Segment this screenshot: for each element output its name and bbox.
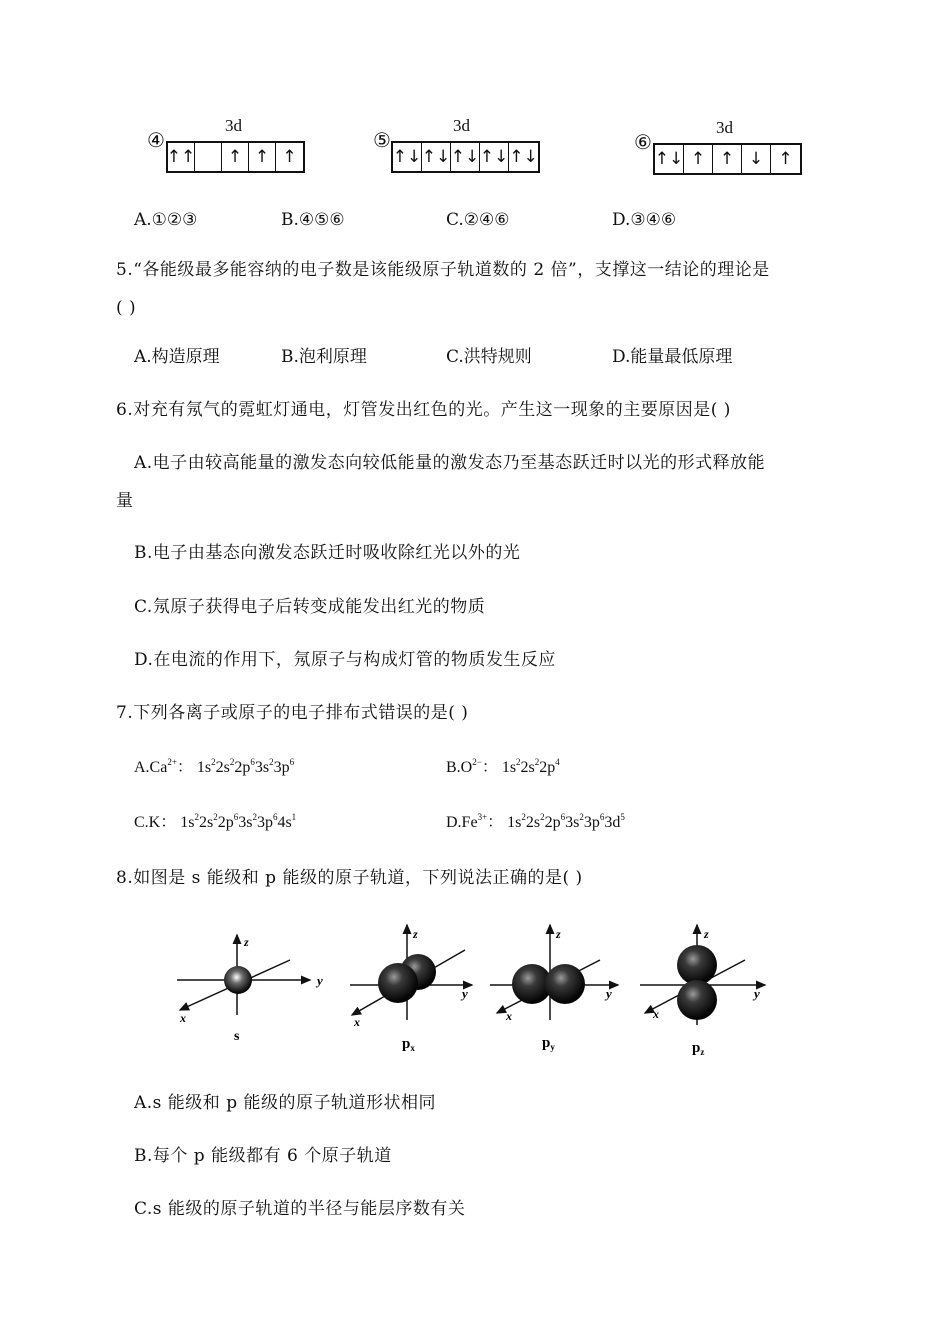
svg-text:y: y xyxy=(606,986,612,1001)
orbital-label-s: s xyxy=(234,1029,240,1044)
label-3d: 3d xyxy=(716,118,733,137)
svg-text:z: z xyxy=(413,927,418,941)
orbital-box: ↑↓ xyxy=(422,143,451,171)
orbital-box: ↑ xyxy=(778,148,793,169)
svg-text:x: x xyxy=(653,1007,659,1021)
label-circled-6: ⑥ xyxy=(634,130,652,154)
q4-option-c: C.②④⑥ xyxy=(446,210,510,230)
orbital-box: ↓ xyxy=(742,145,771,173)
orbital-box: ↑ xyxy=(684,145,713,173)
q4-option-b: B.④⑤⑥ xyxy=(281,210,345,230)
svg-text:y: y xyxy=(754,986,760,1001)
orbital-box: ↑↓ xyxy=(393,143,422,171)
orbital-shapes-figure xyxy=(170,920,780,1065)
q5-option-c: C.洪特规则 xyxy=(446,347,532,367)
q8-stem: 8.如图是 s 能级和 p 能级的原子轨道，下列说法正确的是( ) xyxy=(116,868,583,888)
q6-option-a-line1: A.电子由较高能量的激发态向较低能量的激发态乃至基态跃迁时以光的形式释放能 xyxy=(134,453,766,473)
orbital-box-row xyxy=(391,141,540,173)
orbital-label-px: $p_x$ xyxy=(402,1036,415,1053)
q4-option-d: D.③④⑥ xyxy=(612,210,677,230)
q6-option-c: C.氖原子获得电子后转变成能发出红光的物质 xyxy=(134,597,486,617)
svg-text:z: z xyxy=(244,935,249,949)
orbital-box-row xyxy=(653,143,802,175)
q7-stem: 7.下列各离子或原子的电子排布式错误的是( ) xyxy=(116,703,469,723)
q8-option-c: C.s 能级的原子轨道的半径与能层序数有关 xyxy=(134,1199,466,1219)
q4-option-a: A.①②③ xyxy=(134,210,198,230)
q5-stem-line1: 5.“各能级最多能容纳的电子数是该能级原子轨道数的 2 倍”，支撑这一结论的理论是 xyxy=(116,260,770,280)
q7-option-c: C.K： $1s^22s^22p^63s^23p^64s^1$ xyxy=(134,812,297,831)
q6-option-d: D.在电流的作用下，氖原子与构成灯管的物质发生反应 xyxy=(134,650,556,670)
q6-option-a-line2: 量 xyxy=(116,491,134,511)
label-circled-5: ⑤ xyxy=(373,128,391,152)
orbital-box: ↑ xyxy=(713,145,742,173)
q7-option-a: $A.Ca^{2+}$： $1s^22s^22p^63s^23p^6$ xyxy=(134,757,295,776)
orbital-box: ↑↓ xyxy=(480,143,509,171)
q5-option-b: B.泡利原理 xyxy=(281,347,367,367)
orbital-box: ↑ xyxy=(282,146,297,167)
q5-option-a: A.构造原理 xyxy=(134,347,220,367)
label-3d: 3d xyxy=(225,116,242,135)
orbital-box: ↑↑ xyxy=(168,143,195,171)
q7-option-b: $B.O^{2-}$： $1s^22s^22p^4$ xyxy=(446,757,560,776)
orbital-box: ↑↓ xyxy=(509,146,538,167)
q6-option-b: B.电子由基态向激发态跃迁时吸收除红光以外的光 xyxy=(134,543,521,563)
svg-text:x: x xyxy=(180,1011,186,1025)
q5-stem-line2: ( ) xyxy=(116,298,137,318)
orbital-box: ↑ xyxy=(222,143,249,171)
q8-option-a: A.s 能级和 p 能级的原子轨道形状相同 xyxy=(134,1093,436,1113)
orbital-box xyxy=(195,143,222,171)
orbital-box: ↑↓ xyxy=(451,143,480,171)
svg-text:x: x xyxy=(354,1015,360,1029)
q6-stem: 6.对充有氖气的霓虹灯通电，灯管发出红色的光。产生这一现象的主要原因是( ) xyxy=(116,400,731,420)
svg-text:x: x xyxy=(506,1009,512,1023)
q8-option-b: B.每个 p 能级都有 6 个原子轨道 xyxy=(134,1146,392,1166)
s-orbital xyxy=(177,935,323,1044)
q5-option-d: D.能量最低原理 xyxy=(612,347,733,367)
label-circled-4: ④ xyxy=(147,128,165,152)
orbital-label-pz: $p_z$ xyxy=(692,1040,705,1057)
orbital-label-py: $p_y$ xyxy=(542,1035,555,1052)
svg-text:z: z xyxy=(556,927,561,941)
orbital-box: ↑ xyxy=(249,143,276,171)
svg-text:y: y xyxy=(317,973,323,988)
svg-text:z: z xyxy=(704,927,709,941)
q7-option-d: $D.Fe^{3+}$： $1s^22s^22p^63s^23p^63d^5$ xyxy=(446,812,625,831)
pz-orbital xyxy=(640,925,765,1057)
px-orbital xyxy=(350,925,472,1053)
svg-text:y: y xyxy=(462,986,468,1001)
orbital-box: ↑↓ xyxy=(655,145,684,173)
label-3d: 3d xyxy=(453,116,470,135)
orbital-box-row xyxy=(166,141,305,173)
py-orbital xyxy=(490,925,618,1052)
